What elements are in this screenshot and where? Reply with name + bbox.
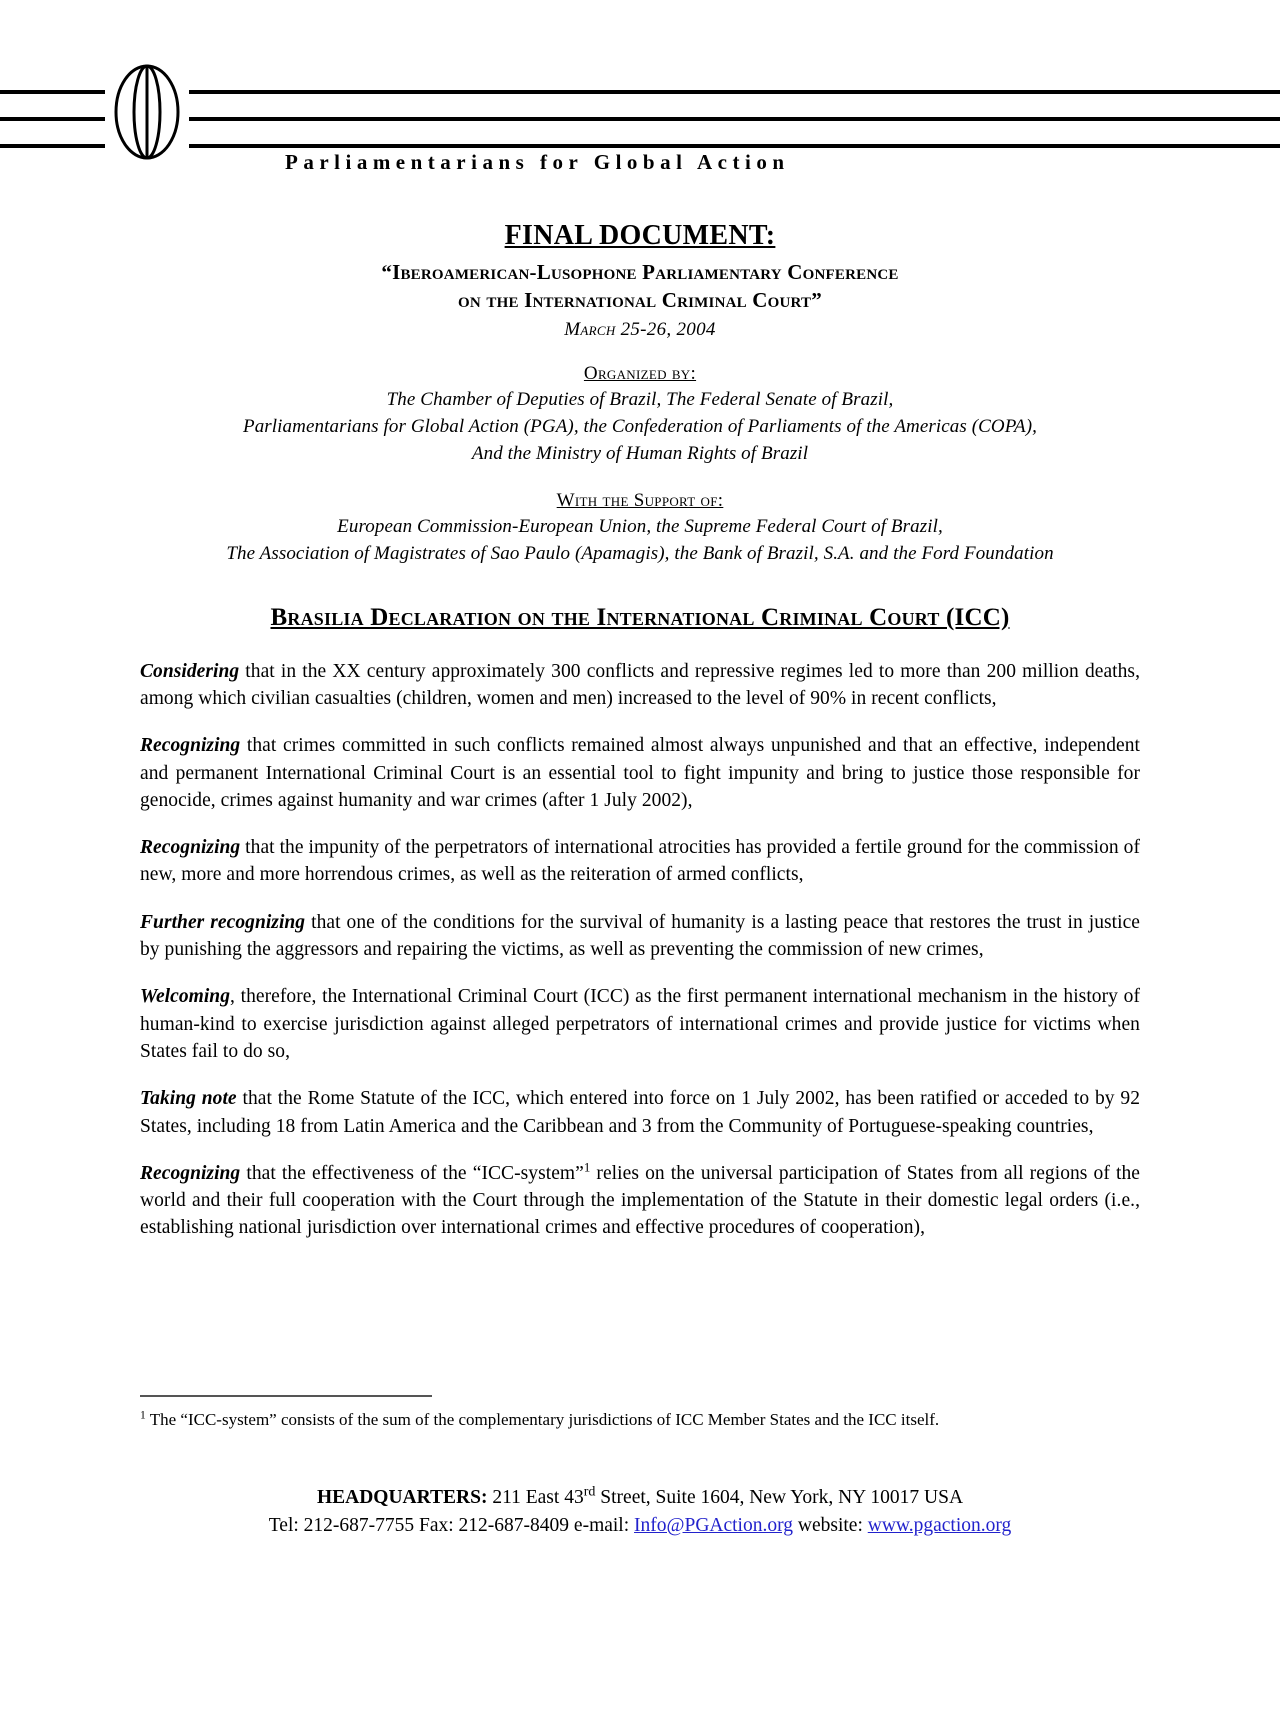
paragraph-lead-word: Welcoming [140, 986, 230, 1008]
paragraph-text: that the Rome Statute of the ICC, which entered into force on 1 July 2002, has been ratified or acceded to by 92 States, including 18 from Latin America and the Caribbean and 3 from the Community of Portuguese-speaking countries, [140, 1088, 1140, 1137]
paragraph-text: relies on the universal participation of States from all regions of the world and their full cooperation with the Court through the implementation of the Statute in their domestic legal orders (i.e., establishing national jurisdiction over international crimes and effective procedures of cooperation), [140, 1162, 1140, 1239]
footer-address-part2: Street, Suite 1604, New York, NY 10017 USA [595, 1487, 964, 1508]
footnote-text [140, 1408, 1140, 1431]
footer-contact-prefix: Tel: 212-687-7755 Fax: 212-687-8409 e-mail: [268, 1514, 635, 1536]
paragraph-further-recognizing [140, 909, 1140, 964]
footnote-area [140, 1395, 1140, 1431]
title-block [140, 220, 1140, 568]
paragraph-taking-note [140, 1085, 1140, 1140]
footer-address-ordinal: rd [583, 1483, 596, 1500]
support-line: The Association of Magistrates of Sao Paulo (Apamagis), the Bank of Brazil, S.A. and the Ford Foundation [226, 542, 1054, 564]
email-link[interactable]: Info@PGAction.org [634, 1514, 793, 1536]
conference-title-line2: on the International Criminal Court” [458, 287, 822, 312]
letterhead-rules [0, 62, 1280, 162]
document-content [0, 220, 1280, 1242]
paragraph-text: that one of the conditions for the survival of humanity is a lasting peace that restores the trust in justice by punishing the aggressors and repairing the victims, as well as preventing the commission of new crimes, [140, 911, 1140, 961]
conference-date: March 25-26, 2004 [564, 318, 716, 340]
paragraph-text: that crimes committed in such conflicts remained almost always unpunished and that an effective, independent and permanent International Criminal Court is an essential tool to fight impunity and bring to justice those responsible for genocide, crimes against humanity and war crimes (after 1 July 2002), [140, 735, 1140, 811]
paragraph-lead-word: Taking note [140, 1088, 237, 1110]
paragraph-lead-word: Recognizing [140, 735, 241, 757]
organized-by-line: The Chamber of Deputies of Brazil, The Federal Senate of Brazil, [386, 388, 894, 410]
support-label: With the Support of: [556, 489, 724, 511]
paragraph-recognizing-3 [140, 1160, 1140, 1242]
website-link[interactable]: www.pgaction.org [867, 1514, 1012, 1536]
footnote-body: The “ICC-system” consists of the sum of the complementary jurisdictions of ICC Member States and the ICC itself. [145, 1410, 940, 1429]
headquarters-label: HEADQUARTERS: [316, 1487, 488, 1508]
final-document-title: FINAL DOCUMENT: [504, 220, 776, 251]
footer-website-label: website: [793, 1514, 868, 1536]
paragraph-recognizing-2 [140, 834, 1140, 889]
organized-by-line: Parliamentarians for Global Action (PGA), the Confederation of Parliaments of the Americas (COPA), [242, 415, 1037, 437]
paragraph-text: that in the XX century approximately 300 conflicts and repressive regimes led to more than 200 million deaths, among which civilian casualties (children, women and men) increased to the level of 90% in recent conflicts, [140, 660, 1140, 709]
footnote-number: 1 [140, 1408, 146, 1422]
header-rule-bottom [0, 144, 1280, 148]
paragraph-text: , therefore, the International Criminal Court (ICC) as the first permanent international mechanism in the history of human-kind to exercise jurisdiction against alleged perpetrators of international crimes and provide justice for victims when States fail to do so, [140, 986, 1140, 1062]
paragraph-text: that the effectiveness of the “ICC-system” [240, 1162, 584, 1184]
paragraph-welcoming [140, 983, 1140, 1065]
conference-title-line1: “Iberoamerican-Lusophone Parliamentary Conference [381, 260, 899, 284]
paragraph-lead-word: Considering [140, 660, 240, 682]
header-rule-middle [0, 117, 1280, 121]
paragraph-lead-word: Recognizing [140, 837, 241, 859]
organization-name: Parliamentarians for Global Action [285, 150, 790, 174]
footer-contact-line [0, 1512, 1280, 1540]
page-footer [0, 1484, 1280, 1539]
organized-by-line: And the Ministry of Human Rights of Brazil [471, 442, 809, 464]
paragraph-recognizing-1 [140, 732, 1140, 814]
footer-address-line [0, 1484, 1280, 1512]
paragraph-considering [140, 658, 1140, 713]
globe-logo-icon [105, 62, 189, 162]
footnote-reference-marker[interactable]: 1 [583, 1160, 591, 1175]
letterhead [0, 62, 1280, 192]
footer-address-part1: 211 East 43 [487, 1487, 584, 1508]
organized-by-label: Organized by: [583, 362, 697, 384]
paragraph-lead-word: Recognizing [140, 1162, 241, 1184]
document-page [0, 62, 1280, 1718]
paragraph-text: that the impunity of the perpetrators of international atrocities has provided a fertile ground for the commission of new, more and more horrendous crimes, as well as the reiteration of armed conflicts, [140, 837, 1140, 886]
declaration-heading: Brasilia Declaration on the International Criminal Court (ICC) [270, 603, 1010, 631]
support-line: European Commission-European Union, the Supreme Federal Court of Brazil, [337, 515, 943, 537]
declaration-body [140, 658, 1140, 1242]
header-rule-top [0, 90, 1280, 94]
paragraph-lead-word: Further recognizing [140, 911, 306, 933]
conference-title [140, 259, 1140, 315]
footnote-separator [140, 1395, 432, 1397]
